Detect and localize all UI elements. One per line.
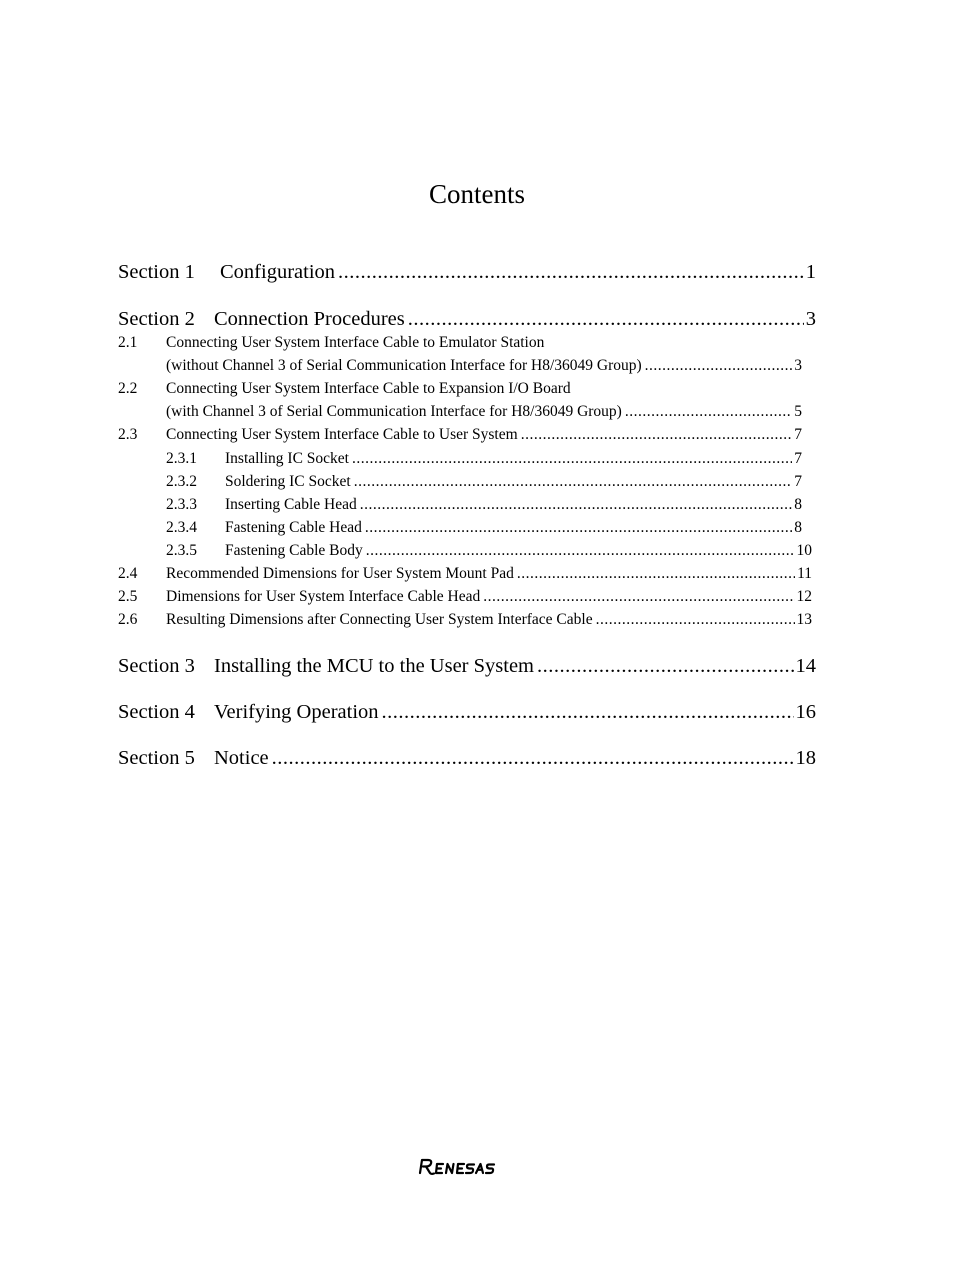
toc-page-number: 10 — [796, 542, 812, 559]
toc-page-number: 8 — [794, 496, 802, 513]
toc-label: Fastening Cable Body — [225, 542, 363, 559]
toc-page-number: 7 — [794, 473, 802, 490]
toc-page-number: 5 — [794, 403, 802, 420]
toc-leader-dots — [352, 449, 792, 469]
toc-label: Installing the MCU to the User System — [214, 655, 535, 677]
toc-page-number: 7 — [794, 426, 802, 443]
toc-leader-dots — [360, 495, 793, 515]
toc-entry-2-3-3[interactable] — [166, 495, 802, 515]
toc-entry-2-1-first-line — [118, 333, 544, 353]
toc-number: Section 1 — [118, 261, 195, 283]
toc-page-number: 3 — [794, 357, 802, 374]
toc-page-number: 1 — [805, 261, 816, 283]
toc-number: 2.3.2 — [166, 473, 197, 490]
toc-label: (without Channel 3 of Serial Communication Interface for H8/36049 Group) — [166, 357, 642, 374]
toc-number: Section 3 — [118, 655, 195, 677]
toc-leader-dots — [537, 653, 793, 679]
toc-number: 2.3.4 — [166, 519, 197, 536]
toc-entry-2-3-2[interactable] — [166, 472, 802, 492]
toc-leader-dots — [354, 472, 793, 492]
toc-page-number: 11 — [797, 565, 812, 582]
toc-leader-dots — [338, 259, 804, 285]
toc-number: 2.3.3 — [166, 496, 197, 513]
toc-entry-section-3[interactable] — [118, 653, 816, 679]
toc-label: Resulting Dimensions after Connecting User System Interface Cable — [166, 611, 593, 628]
toc-label: Connecting User System Interface Cable to User System — [166, 426, 518, 443]
toc-entry-2-3-5[interactable] — [166, 541, 812, 561]
toc-leader-dots — [521, 425, 793, 445]
toc-leader-dots — [517, 564, 795, 584]
toc-page-number: 12 — [796, 588, 812, 605]
toc-label: Installing IC Socket — [225, 450, 349, 467]
toc-leader-dots — [272, 745, 794, 771]
toc-entry-2-3-4[interactable] — [166, 518, 802, 538]
toc-label: (with Channel 3 of Serial Communication Interface for H8/36049 Group) — [166, 403, 622, 420]
toc-entry-section-5[interactable] — [118, 745, 816, 771]
toc-page-number: 3 — [805, 308, 816, 330]
toc-entry-2-2-first-line — [118, 379, 571, 399]
toc-leader-dots — [382, 699, 794, 725]
toc-label: Notice — [214, 747, 269, 769]
toc-number: 2.3 — [118, 426, 138, 443]
toc-number: 2.1 — [118, 334, 138, 351]
toc-label: Connection Procedures — [214, 308, 405, 330]
toc-entry-2-5[interactable] — [118, 587, 812, 607]
toc-entry-section-4[interactable] — [118, 699, 816, 725]
toc-number: Section 5 — [118, 747, 195, 769]
toc-entry-section-1[interactable] — [118, 259, 816, 285]
toc-leader-dots — [408, 306, 804, 332]
toc-leader-dots — [645, 356, 793, 376]
renesas-logo — [417, 1156, 529, 1176]
toc-label: Soldering IC Socket — [225, 473, 351, 490]
toc-page-number: 7 — [794, 450, 802, 467]
toc-label: Inserting Cable Head — [225, 496, 357, 513]
toc-label: Dimensions for User System Interface Cable Head — [166, 588, 481, 605]
toc-number: 2.6 — [118, 611, 138, 628]
toc-entry-2-3-1[interactable] — [166, 449, 802, 469]
toc-leader-dots — [625, 402, 792, 422]
toc-label: Connecting User System Interface Cable to Expansion I/O Board — [166, 380, 571, 397]
toc-number: 2.3.5 — [166, 542, 197, 559]
toc-label: Recommended Dimensions for User System Mount Pad — [166, 565, 514, 582]
toc-entry-2-6[interactable] — [118, 610, 812, 630]
toc-label: Fastening Cable Head — [225, 519, 362, 536]
toc-number: Section 2 — [118, 308, 195, 330]
toc-page-number: 14 — [795, 655, 816, 677]
toc-page-number: 13 — [796, 611, 812, 628]
toc-leader-dots — [365, 518, 792, 538]
toc-number: Section 4 — [118, 701, 195, 723]
page-title: Contents — [428, 179, 525, 209]
toc-number: 2.4 — [118, 565, 138, 582]
toc-entry-2-2[interactable] — [118, 402, 802, 422]
toc-leader-dots — [366, 541, 795, 561]
toc-page-number: 16 — [795, 701, 816, 723]
toc-page-number: 8 — [794, 519, 802, 536]
toc-entry-2-4[interactable] — [118, 564, 812, 584]
toc-label: Configuration — [220, 261, 336, 283]
toc-entry-section-2[interactable] — [118, 306, 816, 332]
toc-label: Connecting User System Interface Cable to Emulator Station — [166, 334, 545, 351]
toc-leader-dots — [483, 587, 794, 607]
toc-leader-dots — [596, 610, 795, 630]
toc-entry-2-3[interactable] — [118, 425, 802, 445]
toc-label: Verifying Operation — [214, 701, 379, 723]
toc-number: 2.5 — [118, 588, 138, 605]
toc-page-number: 18 — [795, 747, 816, 769]
toc-entry-2-1[interactable] — [118, 356, 802, 376]
toc-number: 2.3.1 — [166, 450, 197, 467]
toc-number: 2.2 — [118, 380, 138, 397]
